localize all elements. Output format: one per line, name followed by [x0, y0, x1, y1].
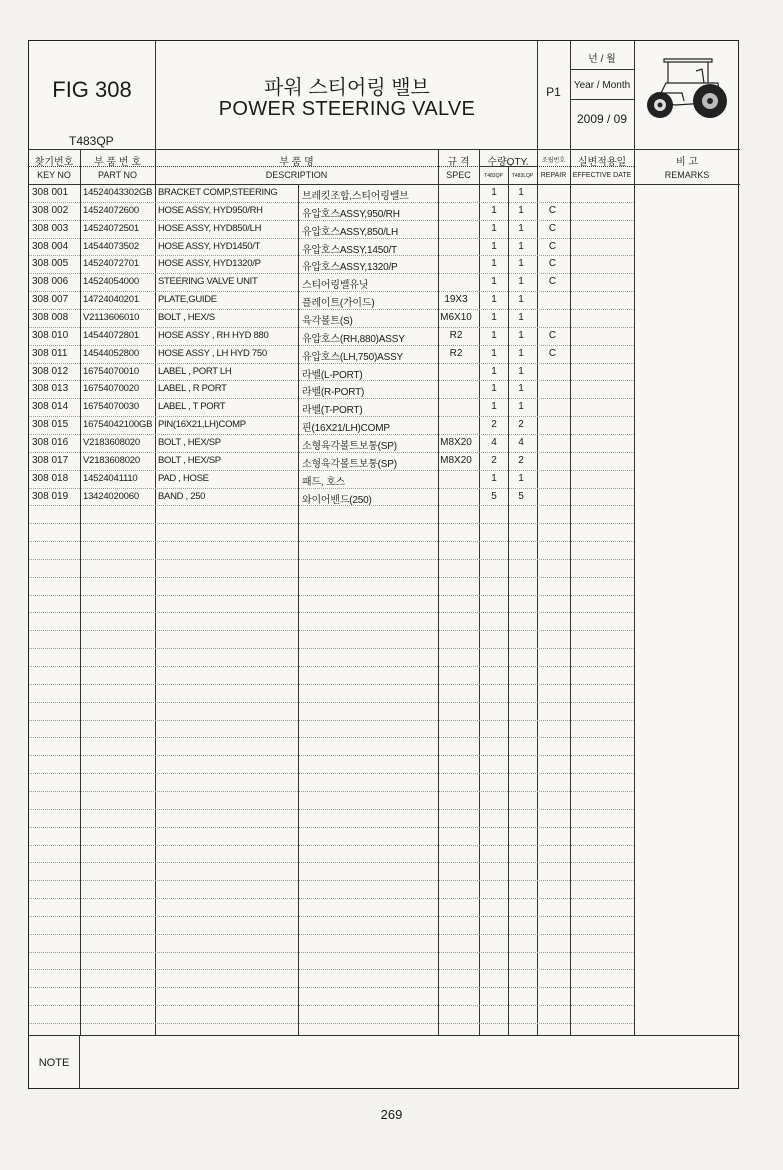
title-english: POWER STEERING VALVE [218, 98, 476, 120]
table-row [29, 309, 740, 327]
key-no-cell: 308 011 [32, 347, 68, 359]
description-cell: HOSE ASSY, HYD950/RH [158, 204, 263, 216]
key-no-cell: 308 018 [32, 472, 69, 484]
part-no-cell: 14544073502 [83, 240, 139, 252]
key-no-cell: 308 013 [32, 383, 69, 395]
description-korean-cell: 스티어링밸유닛 [302, 280, 369, 292]
col-qty-sub2: T483LQP [511, 173, 534, 179]
key-no-cell: 308 010 [32, 329, 69, 341]
qty-t483lqp-cell: 2 [518, 419, 524, 431]
qty-t483qp-cell: 1 [491, 276, 497, 288]
header-divider [570, 41, 571, 149]
key-no-cell: 308 012 [32, 365, 69, 377]
qty-t483qp-cell: 1 [491, 472, 497, 484]
key-no-cell: 308 015 [32, 419, 69, 431]
note-divider [79, 1035, 80, 1088]
description-korean-cell: 유압호스ASSY,850/LH [302, 226, 399, 238]
table-row [29, 345, 740, 363]
qty-t483qp-cell: 1 [491, 187, 497, 198]
qty-t483qp-cell: 1 [491, 383, 497, 395]
col-effective: EFFECTIVE DATE [572, 172, 632, 179]
repair-cell: C [548, 258, 557, 270]
qty-t483lqp-cell: 1 [518, 472, 524, 484]
description-korean-cell: 와이어밴드(250) [302, 494, 372, 506]
description-korean-cell: 유압호스ASSY,1320/P [302, 262, 398, 274]
header-divider [155, 41, 156, 149]
part-no-cell: 16754042100GB [83, 419, 153, 431]
repair-cell: C [548, 347, 557, 359]
qty-t483qp-cell: 1 [491, 329, 497, 341]
table-row [29, 291, 740, 309]
description-cell: LABEL , R PORT [158, 383, 227, 395]
qty-t483qp-cell: 1 [491, 240, 497, 252]
row-guide-line [29, 916, 634, 917]
table-row [29, 327, 740, 345]
qty-t483lqp-cell: 4 [518, 436, 524, 448]
repair-cell: C [548, 204, 557, 216]
qty-t483qp-cell: 1 [491, 365, 497, 377]
header-divider [537, 41, 538, 149]
description-cell: PAD , HOSE [158, 472, 209, 484]
description-cell: HOSE ASSY , LH HYD 750 [158, 347, 267, 359]
col-key-no-ko: 찾기번호 [34, 157, 74, 168]
row-guide-line [29, 702, 634, 703]
table-row [29, 255, 740, 273]
part-no-cell: 16754070030 [83, 401, 139, 413]
part-no-cell: 13424020060 [83, 490, 139, 502]
title-korean: 파워 스티어링 밸브 [264, 77, 430, 99]
qty-t483qp-cell: 1 [491, 312, 497, 323]
table-row [29, 398, 740, 416]
repair-cell: C [548, 222, 557, 234]
part-no-cell: 14524054000 [83, 276, 139, 288]
part-no-cell: 14544072801 [83, 329, 139, 341]
part-no-cell: 16754070020 [83, 383, 139, 395]
page-number: 269 [380, 1107, 403, 1122]
description-korean-cell: 유압호스ASSY,1450/T [302, 244, 397, 256]
row-guide-line [29, 934, 634, 935]
table-row [29, 363, 740, 381]
part-no-cell: 14524072600 [83, 204, 139, 216]
description-korean-cell: 패드, 호스 [302, 476, 345, 488]
qty-t483lqp-cell: 1 [518, 294, 524, 306]
spec-cell: R2 [449, 329, 463, 341]
row-guide-line [29, 1005, 634, 1006]
table-row [29, 416, 740, 434]
part-no-cell: V2183608020 [83, 436, 140, 448]
col-repair-ko: 조립번호 [541, 158, 566, 164]
row-guide-line [29, 827, 634, 828]
row-guide-line [29, 666, 634, 667]
row-guide-line [29, 952, 634, 953]
row-guide-line [29, 684, 634, 685]
header-divider [570, 99, 634, 100]
part-no-cell: 14524072701 [83, 258, 139, 270]
tractor-illustration [636, 49, 734, 123]
row-guide-line [29, 898, 634, 899]
col-description-ko: 부 품 명 [279, 157, 314, 168]
key-no-cell: 308 019 [32, 490, 69, 502]
table-row [29, 220, 740, 238]
row-guide-line [29, 755, 634, 756]
description-korean-cell: 라벨(L-PORT) [302, 369, 363, 381]
spec-cell: 19X3 [444, 294, 468, 306]
col-remarks-ko: 비 고 [675, 157, 699, 168]
row-guide-line [29, 737, 634, 738]
parts-sheet [28, 40, 739, 1089]
qty-t483qp-cell: 2 [491, 419, 497, 431]
description-cell: HOSE ASSY, HYD1320/P [158, 258, 261, 270]
part-no-cell: V2113606010 [83, 312, 140, 323]
row-guide-line [29, 630, 634, 631]
row-guide-line [29, 773, 634, 774]
fig-label: FIG 308 [52, 77, 132, 102]
col-part-no: PART NO [97, 170, 137, 180]
qty-t483lqp-cell: 5 [518, 490, 524, 502]
description-korean-cell: 유압호스ASSY,950/RH [302, 208, 400, 220]
row-guide-line [29, 969, 634, 970]
col-spec: SPEC [446, 170, 471, 180]
key-no-cell: 308 006 [32, 276, 69, 288]
repair-cell: C [548, 329, 557, 341]
qty-t483lqp-cell: 2 [518, 454, 524, 466]
table-row [29, 202, 740, 220]
description-korean-cell: 유압호스(RH,880)ASSY [302, 333, 405, 345]
row-guide-line [29, 987, 634, 988]
description-korean-cell: 육각볼트(S) [302, 316, 353, 327]
description-cell: HOSE ASSY , RH HYD 880 [158, 329, 269, 341]
qty-t483qp-cell: 1 [491, 401, 497, 413]
part-no-cell: 14544052800 [83, 347, 139, 359]
key-no-cell: 308 008 [32, 312, 69, 323]
description-korean-cell: 소형육각볼트보통(SP) [302, 458, 397, 470]
table-row [29, 470, 740, 488]
col-effective-ko: 실변적용일 [577, 157, 627, 168]
qty-t483lqp-cell: 1 [518, 187, 524, 198]
qty-t483qp-cell: 1 [491, 204, 497, 216]
part-no-cell: 14724040201 [83, 294, 139, 306]
col-spec-ko: 규 격 [447, 157, 470, 168]
key-no-cell: 308 003 [32, 222, 69, 234]
description-cell: BOLT , HEX/SP [158, 436, 221, 448]
description-korean-cell: 소형육각볼트보통(SP) [302, 440, 397, 452]
row-guide-line [29, 720, 634, 721]
qty-t483lqp-cell: 1 [518, 329, 524, 341]
col-part-no-ko: 부 품 번 호 [94, 157, 141, 168]
row-guide-line [29, 577, 634, 578]
description-korean-cell: 핀(16X21/LH)COMP [302, 423, 390, 435]
description-cell: BAND , 250 [158, 490, 206, 502]
qty-t483lqp-cell: 1 [518, 204, 524, 216]
col-remarks: REMARKS [664, 170, 710, 180]
row-guide-line [29, 648, 634, 649]
table-row [29, 380, 740, 398]
description-cell: LABEL , PORT LH [158, 365, 232, 377]
spec-cell: R2 [449, 347, 463, 359]
key-no-cell: 308 004 [32, 240, 69, 252]
repair-cell: C [548, 240, 557, 252]
qty-t483lqp-cell: 1 [518, 312, 524, 323]
part-no-cell: V2183608020 [83, 454, 140, 466]
repair-cell: C [548, 276, 557, 288]
description-cell: BOLT , HEX/S [158, 312, 215, 323]
qty-t483lqp-cell: 1 [518, 258, 524, 270]
table-row [29, 452, 740, 470]
description-korean-cell: 유압호스(LH,750)ASSY [302, 351, 404, 363]
table-row [29, 434, 740, 452]
col-qty-ko: 수량QTY. [487, 157, 529, 168]
year-month-value: 2009 / 09 [576, 112, 628, 126]
header-divider [570, 69, 634, 70]
row-guide-line [29, 559, 634, 560]
description-korean-cell: 플레이트(가이드) [302, 298, 375, 310]
qty-t483lqp-cell: 1 [518, 365, 524, 377]
key-no-cell: 308 001 [32, 187, 69, 198]
description-cell: BOLT , HEX/SP [158, 454, 221, 466]
header-subdivider [29, 166, 634, 167]
key-no-cell: 308 017 [32, 454, 69, 466]
row-guide-line [29, 845, 634, 846]
row-guide-line [29, 612, 634, 613]
spec-cell: M6X10 [440, 312, 472, 323]
description-cell: PLATE,GUIDE [158, 294, 217, 306]
model-code: T483QP [69, 134, 114, 148]
key-no-cell: 308 005 [32, 258, 69, 270]
table-row [29, 238, 740, 256]
table-row [29, 184, 740, 202]
description-cell: BRACKET COMP,STEERING [158, 187, 278, 198]
row-guide-line [29, 880, 634, 881]
qty-t483qp-cell: 1 [491, 258, 497, 270]
qty-t483lqp-cell: 1 [518, 401, 524, 413]
qty-t483qp-cell: 1 [491, 222, 497, 234]
part-no-cell: 14524072501 [83, 222, 139, 234]
qty-t483lqp-cell: 1 [518, 222, 524, 234]
row-guide-line [29, 791, 634, 792]
qty-t483qp-cell: 4 [491, 436, 497, 448]
row-guide-line [29, 1023, 634, 1024]
description-korean-cell: 라벨(R-PORT) [302, 387, 365, 399]
row-guide-line [29, 541, 634, 542]
key-no-cell: 308 014 [32, 401, 69, 413]
qty-t483lqp-cell: 1 [518, 383, 524, 395]
description-cell: PIN(16X21,LH)COMP [158, 419, 246, 431]
key-no-cell: 308 016 [32, 436, 69, 448]
qty-t483qp-cell: 1 [491, 347, 497, 359]
note-label: NOTE [38, 1057, 70, 1069]
table-row [29, 488, 740, 506]
qty-t483lqp-cell: 1 [518, 347, 524, 359]
table-row [29, 273, 740, 291]
qty-t483lqp-cell: 1 [518, 276, 524, 288]
col-qty-sub1: T483QP [484, 173, 503, 179]
row-guide-line [29, 523, 634, 524]
spec-cell: M8X20 [440, 436, 472, 448]
key-no-cell: 308 007 [32, 294, 69, 306]
page-code: P1 [546, 85, 561, 99]
year-month-label: Year / Month [573, 80, 631, 91]
description-cell: STEERING VALVE UNIT [158, 276, 258, 288]
note-divider [29, 1035, 740, 1036]
col-repair: REPAIR [540, 172, 567, 179]
description-cell: LABEL , T PORT [158, 401, 226, 413]
description-cell: HOSE ASSY, HYD850/LH [158, 222, 262, 234]
year-month-korean: 년 / 월 [588, 54, 616, 65]
qty-t483qp-cell: 2 [491, 454, 497, 466]
row-guide-line [29, 862, 634, 863]
description-cell: HOSE ASSY, HYD1450/T [158, 240, 261, 252]
row-guide-line [29, 809, 634, 810]
description-korean-cell: 라벨(T-PORT) [302, 405, 363, 417]
col-key-no: KEY NO [37, 170, 71, 180]
key-no-cell: 308 002 [32, 204, 69, 216]
part-no-cell: 14524043302GB [83, 187, 153, 198]
qty-t483lqp-cell: 1 [518, 240, 524, 252]
description-korean-cell: 브레킷조합,스티어링밸브 [302, 191, 409, 202]
part-no-cell: 16754070010 [83, 365, 139, 377]
header-divider [634, 41, 635, 149]
row-guide-line [29, 595, 634, 596]
spec-cell: M8X20 [440, 454, 472, 466]
qty-t483qp-cell: 5 [491, 490, 497, 502]
qty-t483qp-cell: 1 [491, 294, 497, 306]
col-description: DESCRIPTION [265, 170, 328, 180]
part-no-cell: 14524041110 [83, 472, 138, 484]
